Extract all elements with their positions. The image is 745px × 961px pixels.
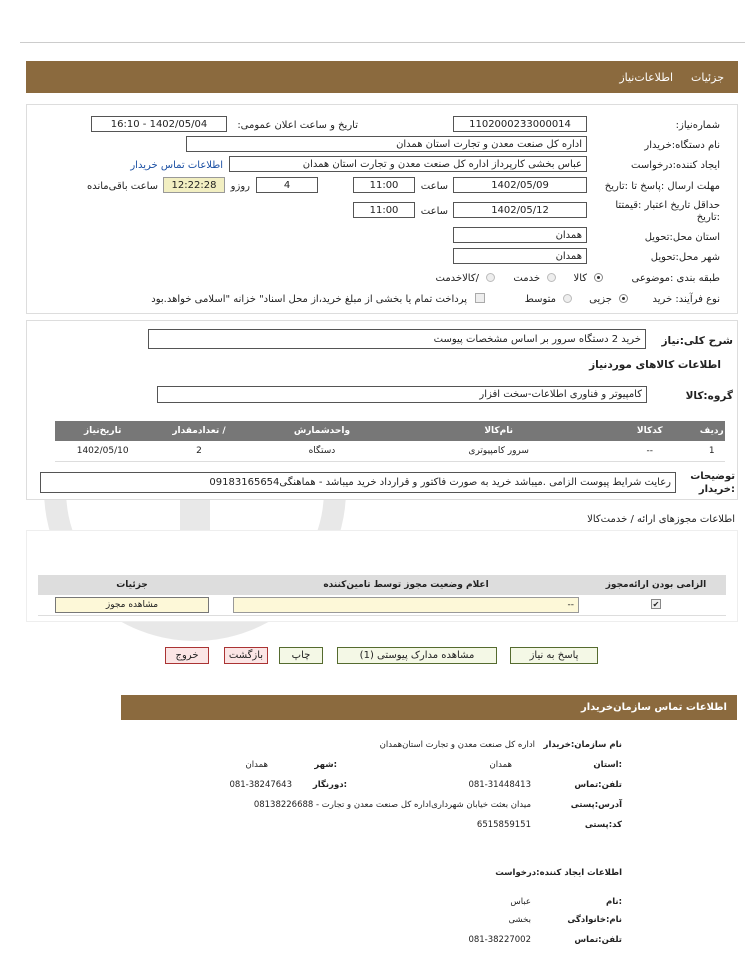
col-permit-status: اعلام وضعیت مجوز توسط تامین‌کننده [226,575,586,595]
deadline-time-label: ساعت [420,181,448,192]
phone-contact-value: 081-31448413 [468,780,531,790]
postal-value: 6515859151 [476,820,531,830]
process-minor-radio[interactable] [619,294,628,303]
creator-name-value: عباس [510,897,531,907]
goods-header: اطلاعات کالاهای موردنیاز [589,359,721,371]
back-button[interactable]: بازگشت [224,647,268,664]
process-minor-label: جزیی [589,294,612,305]
permit-status-field: -- [233,597,579,613]
category-both-label: /کالاخدمت [435,273,479,284]
exit-button[interactable]: خروج [165,647,209,664]
col-code: کدکالا [601,421,698,441]
top-divider [20,42,745,43]
deadline-label: مهلت ارسال :پاسخ تا :تاریخ [604,181,720,192]
validity-label: حداقل تاریخ اعتبار :قیمتتا :تاریخ [615,200,720,223]
validity-time-label: ساعت [420,206,448,217]
need-number-label: شماره‌نیاز: [675,120,720,131]
permits-title: اطلاعات مجوزهای ارائه / خدمت‌کالا [587,514,735,525]
province-contact-value: همدان [489,760,512,770]
remaining-time-field: 12:22:28 [163,177,225,193]
province-field: همدان [453,227,587,243]
creator-field: عباس بخشی کارپرداز اداره کل صنعت معدن و تجارت استان همدان [229,156,587,172]
city-field: همدان [453,248,587,264]
cell-row: 1 [698,441,725,461]
col-permit-details: جزئیات [38,575,226,595]
description-label: شرح کلی:نیاز [661,335,733,347]
remaining-label: ساعت باقی‌مانده [86,181,158,192]
col-permit-required: الزامی بودن ارائه‌مجوز [586,575,726,595]
view-permit-button[interactable]: مشاهده مجوز [55,597,209,613]
col-name: نام‌کالا [396,421,601,441]
category-service-label: خدمت [513,273,540,284]
description-field: خرید 2 دستگاه سرور بر اساس مشخصات پیوست [148,329,646,349]
tab-details[interactable]: جزئیات [691,70,724,84]
announce-field: 1402/05/04 - 16:10 [91,116,227,132]
category-both-radio[interactable] [486,273,495,282]
cell-name: سرور کامپیوتری [396,441,601,461]
creator-label: ایجاد کننده:درخواست [631,160,720,171]
address-value: میدان بعثت خیابان شهرداری‌اداره کل صنعت معدن و تجارت - 08138226688 [253,800,531,810]
province-contact-label: :استان [593,760,622,770]
creator-phone-value: 081-38227002 [468,935,531,945]
buyer-notes-field: رعایت شرایط پیوست الزامی .میباشد خرید به صورت فاکتور و قرارداد خرید میباشد - هماهنگی09183165654 [40,472,676,493]
fax-label: :دورنگار [312,780,347,790]
permit-required-checkbox[interactable]: ✔ [652,600,660,610]
process-medium-radio[interactable] [563,294,572,303]
need-number-field: 1102000233000014 [453,116,587,132]
category-goods-label: کالا [573,273,587,284]
permits-table [38,575,726,616]
category-label: طبقه بندی :موضوعی [631,273,720,284]
org-label: نام سازمان:خریدار [543,740,622,750]
category-goods-radio[interactable] [594,273,603,282]
cell-date: 1402/05/10 [55,441,150,461]
deadline-time-field: 11:00 [353,177,415,193]
creator-name-label: :نام [605,897,622,907]
postal-label: کد:پستی [584,820,622,830]
payment-text: پرداخت تمام یا بخشی از مبلغ خرید،از محل اسناد" خزانه "اسلامی خواهد.بود [151,294,467,305]
address-label: آدرس:پستی [570,800,622,810]
fax-value: 081-38247643 [229,780,292,790]
days-label: روزو [230,181,250,192]
col-unit: واحدشمارش [248,421,397,441]
payment-checkbox[interactable] [475,293,485,303]
reply-button[interactable]: پاسخ به نیاز [510,647,598,664]
col-row: ردیف [698,421,725,441]
group-field: کامپیوتر و فناوری اطلاعات-سخت افزار [157,386,647,403]
city-label: شهر محل:تحویل [650,252,720,263]
creator-family-value: بخشی [508,915,531,925]
col-qty: / تعدادمقدار [150,421,247,441]
city-contact-value: همدان [245,760,268,770]
attachments-button[interactable]: مشاهده مدارک پیوستی (1) [337,647,497,664]
cell-qty: 2 [150,441,247,461]
org-value: اداره کل صنعت معدن و تجارت استان‌همدان [379,740,535,750]
deadline-date-field: 1402/05/09 [453,177,587,193]
validity-date-field: 1402/05/12 [453,202,587,218]
goods-table [55,421,725,462]
creator-contact-title: اطلاعات ایجاد کننده:درخواست [495,868,622,878]
validity-time-field: 11:00 [353,202,415,218]
header-bar [26,61,738,93]
table-row [38,595,726,615]
announce-label: تاریخ و ساعت اعلان عمومی: [237,120,358,131]
category-service-radio[interactable] [547,273,556,282]
city-contact-label: :شهر [314,760,337,770]
cell-code: -- [601,441,698,461]
buyer-contact-header: اطلاعات تماس سازمان‌خریدار [121,695,737,720]
table-row [55,441,725,461]
buyer-notes-label: توضیحات :خریدار [690,471,735,495]
process-label: نوع فرآیند: خرید [652,294,720,305]
creator-phone-label: تلفن:تماس [574,935,622,945]
cell-unit: دستگاه [248,441,397,461]
days-field: 4 [256,177,318,193]
tab-need-info[interactable]: اطلاعات‌نیاز [619,70,674,84]
buyer-contact-link[interactable]: اطلاعات تماس خریدار [130,160,223,171]
device-field: اداره کل صنعت معدن و تجارت استان همدان [186,136,587,152]
print-button[interactable]: چاپ [279,647,323,664]
province-label: استان محل:تحویل [644,232,720,243]
process-medium-label: متوسط [524,294,556,305]
device-label: نام دستگاه:خریدار [644,140,720,151]
creator-family-label: نام:خانوادگی [567,915,622,925]
group-label: گروه:کالا [685,390,733,402]
col-date: تاریخ‌نیاز [55,421,150,441]
phone-contact-label: تلفن:تماس [574,780,622,790]
